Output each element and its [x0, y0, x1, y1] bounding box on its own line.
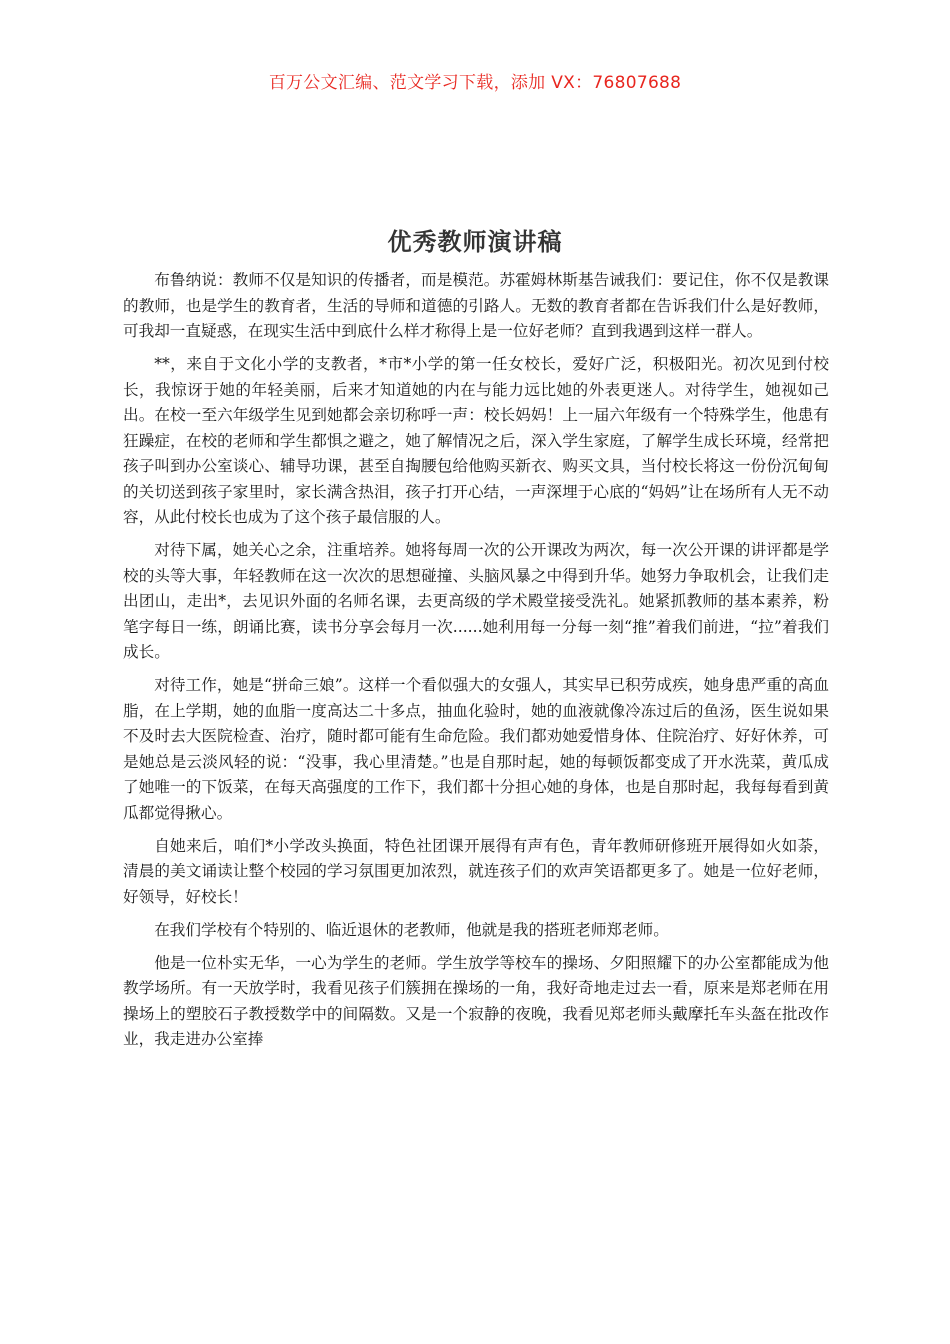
document-title: 优秀教师演讲稿	[387, 228, 563, 256]
paragraph-3: 对待下属，她关心之余，注重培养。她将每周一次的公开课改为两次，每一次公开课的讲评都是学校的头等大事，年轻教师在这一次次的思想碰撞、头脑风暴之中得到升华。她努力争取机会，让我们走出团山，走出*，去见识外面的名师名课，去更高级的学术殿堂接受洗礼。她紧抓教师的基本素养，粉笔字每日一练，朗诵比赛，读书分享会每月一次......她利用每一分每一刻“推”着我们前进，“拉”着我们成长。	[123, 541, 829, 661]
paragraph-5: 自她来后，咱们*小学改头换面，特色社团课开展得有声有色，青年教师研修班开展得如火如荼，清晨的美文诵读让整个校园的学习氛围更加浓烈，就连孩子们的欢声笑语都更多了。她是一位好老师，好领导，好校长！	[123, 836, 829, 906]
paragraph-7: 他是一位朴实无华，一心为学生的老师。学生放学等校车的操场、夕阳照耀下的办公室都能成为他教学场所。有一天放学时，我看见孩子们簇拥在操场的一角，我好奇地走过去一看，原来是郑老师在用操场上的塑胶石子教授数学中的间隔数。又是一个寂静的夜晚，我看见郑老师头戴摩托车头盔在批改作业，我走进办公室捧	[123, 953, 829, 1048]
header-banner: 百万公文汇编、范文学习下载，添加 VX：76807688	[268, 73, 682, 93]
paragraph-2: **，来自于文化小学的支教者，*市*小学的第一任女校长，爱好广泛，积极阳光。初次见到付校长，我惊讶于她的年轻美丽，后来才知道她的内在与能力远比她的外表更迷人。对待学生，她视如己出。在校一至六年级学生见到她都会亲切称呼一声：校长妈妈！上一届六年级有一个特殊学生，他患有狂躁症，在校的老师和学生都惧之避之，她了解情况之后，深入学生家庭，了解学生成长环境，经常把孩子叫到办公室谈心、辅导功课，甚至自掏腰包给他购买新衣、购买文具，当付校长将这一份份沉甸甸的关切送到孩子家里时，家长满含热泪，孩子打开心结，一声深埋于心底的“妈妈”让在场所有人无不动容，从此付校长也成为了这个孩子最信服的人。	[123, 355, 829, 526]
document-body	[123, 268, 829, 1060]
paragraph-1: 布鲁纳说：教师不仅是知识的传播者，而是模范。苏霍姆林斯基告诫我们：要记住，你不仅是教课的教师，也是学生的教育者，生活的导师和道德的引路人。无数的教育者都在告诉我们什么是好教师，可我却一直疑惑，在现实生活中到底什么样才称得上是一位好老师？直到我遇到这样一群人。	[123, 271, 829, 340]
paragraph-6: 在我们学校有个特别的、临近退休的老教师，他就是我的搭班老师郑老师。	[154, 920, 669, 939]
paragraph-4: 对待工作，她是“拼命三娘”。这样一个看似强大的女强人，其实早已积劳成疾，她身患严重的高血脂，在上学期，她的血脂一度高达二十多点，抽血化验时，她的血液就像冷冻过后的鱼汤，医生说如果不及时去大医院检查、治疗，随时都可能有生命危险。我们都劝她爱惜身体、住院治疗、好好休养，可是她总是云淡风轻的说：“没事，我心里清楚。”也是自那时起，她的每顿饭都变成了开水洗菜，黄瓜成了她唯一的下饭菜，在每天高强度的工作下，我们都十分担心她的身体，也是自那时起，我每每看到黄瓜都觉得揪心。	[123, 676, 829, 822]
